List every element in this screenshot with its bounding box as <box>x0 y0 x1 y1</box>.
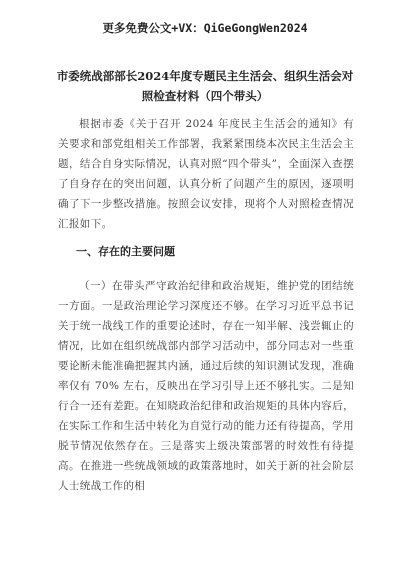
watermark-header: 更多免费公文+VX：QiGeGongWen2024 <box>102 21 308 35</box>
body-paragraph: （一）在带头严守政治纪律和政治规矩，维护党的团结统一方面。一是政治理论学习深度还不够。在学习习近平总书记关于统一战线工作的重要论述时，存在一知半解、浅尝辄止的情况，比如在组织统战部内部学习活动中，部分同志对一些重要论断未能准确把握其内涵，通过后续的知识测试发现，准确率仅有 70% 左右，反映出在学习引导上还不够扎实。二是知行合一还有差距。在知晓政治纪律和政治规矩的具体内容后，在实际工作和生活中转化为自觉行动的能力还有待提高，学用脱节情况依然存在。三是落实上级决策部署的时效性有待提高。在推进一些统战领域的政策落地时，如关于新的社会阶层人士统战工作的相 <box>58 280 354 492</box>
intro-paragraph: 根据市委《关于召开 2024 年度民主生活会的通知》有关要求和部党组相关工作部署，我紧紧围绕本次民主生活会主题，结合自身实际情况，认真对照“四个带头”，全面深入查摆了自身存在的突出问题，认真分析了问题产生的原因，逐项明确了下一步整改措施。按照会议安排，现将个人对照检查情况汇报如下。 <box>58 118 354 230</box>
document-title: 市委统战部部长2024年度专题民主生活会、组织生活会对照检查材料（四个带头） <box>56 69 354 103</box>
section-heading: 一、存在的主要问题 <box>76 245 175 258</box>
